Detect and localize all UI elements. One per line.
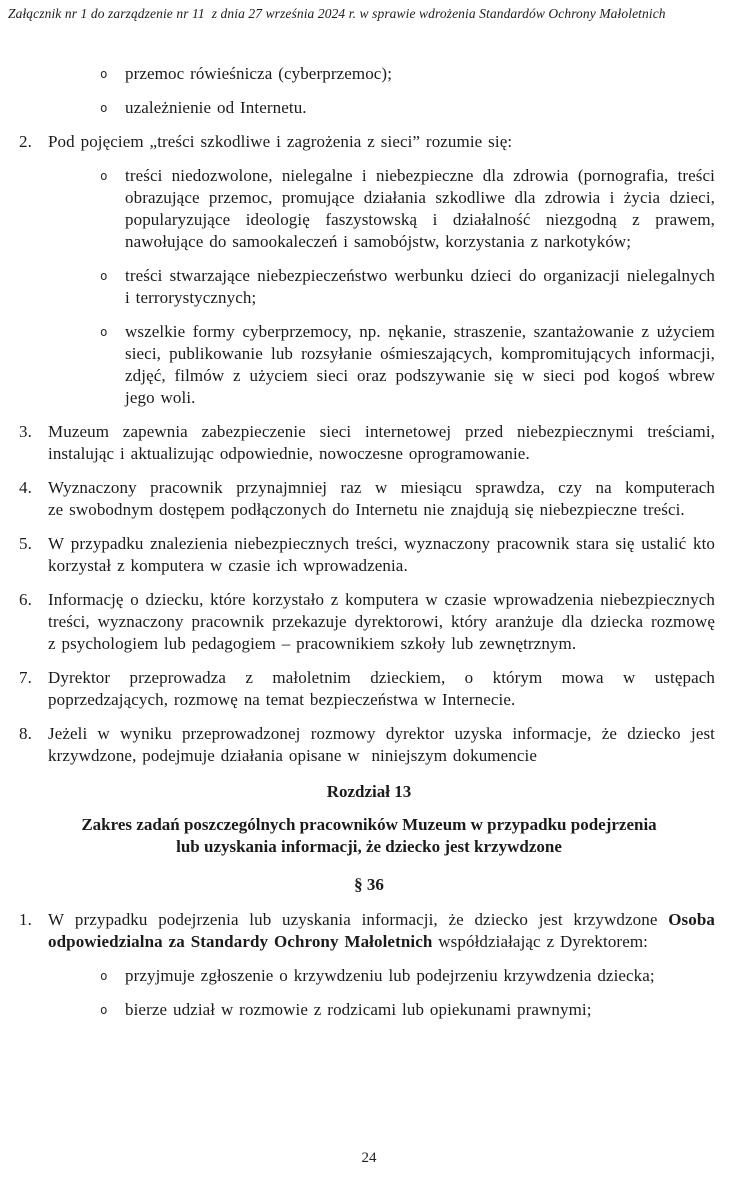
document-body xyxy=(0,63,738,1033)
list-item-2 xyxy=(0,131,738,153)
list-number: 1. xyxy=(19,910,32,929)
bullet-text: uzależnienie od Internetu. xyxy=(125,98,307,117)
bullet-marker: o xyxy=(100,968,108,983)
text-segment: W przypadku podejrzenia lub uzyskania informacji, że dziecko jest krzywdzone xyxy=(48,910,669,929)
list-item-text: Wyznaczony pracownik przynajmniej raz w miesiącu sprawdza, czy na komputerach ze swobodnym dostępem podłączonych do Internetu nie znajdują się niebezpieczne treści. xyxy=(48,478,715,519)
list-number: 2. xyxy=(19,132,32,151)
list-item-text: W przypadku znalezienia niebezpiecznych treści, wyznaczony pracownik stara się ustalić kto korzystał z komputera w czasie ich wprowadzenia. xyxy=(48,534,715,575)
list-number: 7. xyxy=(19,668,32,687)
bullet-item xyxy=(0,999,738,1021)
list-item-5 xyxy=(0,533,738,577)
list-item-text: Dyrektor przeprowadza z małoletnim dzieckiem, o którym mowa w ustępach poprzedzających, rozmowę na temat bezpieczeństwa w Internecie. xyxy=(48,668,715,709)
list-item-3 xyxy=(0,421,738,465)
list-item-text: Pod pojęciem „treści szkodliwe i zagrożenia z sieci” rozumie się: xyxy=(48,132,513,151)
bullet-text: bierze udział w rozmowie z rodzicami lub opiekunami prawnymi; xyxy=(125,1000,592,1019)
bullet-marker: o xyxy=(100,168,108,183)
list-item-6 xyxy=(0,589,738,655)
bullet-text: przyjmuje zgłoszenie o krzywdzeniu lub podejrzeniu krzywdzenia dziecka; xyxy=(125,966,655,985)
document-header-note: Załącznik nr 1 do zarządzenie nr 11 z dnia 27 września 2024 r. w sprawie wdrożenia Standardów Ochrony Małoletnich xyxy=(8,6,666,21)
bullet-item xyxy=(0,965,738,987)
bullet-marker: o xyxy=(100,268,108,283)
chapter-heading: Rozdział 13 xyxy=(326,782,412,801)
text-segment: współdziałając z Dyrektorem: xyxy=(432,932,648,951)
bullet-text: treści niedozwolone, nielegalne i niebezpieczne dla zdrowia (pornografia, treści obrazujące przemoc, promujące działania szkodliwe dla zdrowia i życia dzieci, popularyzujące ideologię faszystowską i działalność niezgodną z prawem, nawołujące do samookaleczeń i samobójstw, korzystania z narkotyków; xyxy=(125,166,715,251)
bullet-marker: o xyxy=(100,1002,108,1017)
bullet-marker: o xyxy=(100,324,108,339)
bullet-item xyxy=(0,265,738,309)
list-number: 3. xyxy=(19,422,32,441)
bullet-item xyxy=(0,97,738,119)
list-item-4 xyxy=(0,477,738,521)
bullet-item xyxy=(0,63,738,85)
page-number: 24 xyxy=(361,1150,377,1166)
bullet-text: przemoc rówieśnicza (cyberprzemoc); xyxy=(125,64,393,83)
bullet-item xyxy=(0,165,738,253)
list-item-8 xyxy=(0,723,738,767)
list-item-text: Muzeum zapewnia zabezpieczenie sieci internetowej przed niebezpiecznymi treściami, instalując i aktualizując odpowiednie, nowoczesne oprogramowanie. xyxy=(48,422,715,463)
list-item-1-section36 xyxy=(0,909,738,953)
bullet-item xyxy=(0,321,738,409)
list-number: 5. xyxy=(19,534,32,553)
bullet-text: wszelkie formy cyberprzemocy, np. nękanie, straszenie, szantażowanie z użyciem sieci, publikowanie lub rozsyłanie ośmieszających, kompromitujących informacji, zdjęć, filmów z użyciem sieci oraz podszywanie się w sieci pod kogoś wbrew jego woli. xyxy=(125,322,715,407)
list-item-7 xyxy=(0,667,738,711)
list-item-text: Informację o dziecku, które korzystało z komputera w czasie wprowadzenia niebezpiecznych treści, wyznaczony pracownik przekazuje dyrektorowi, który aranżuje dla dziecka rozmowę z psychologiem lub pedagogiem – pracownikiem szkoły lub zewnętrznym. xyxy=(48,590,715,653)
chapter-title: Zakres zadań poszczególnych pracowników Muzeum w przypadku podejrzenia lub uzyskania informacji, że dziecko jest krzywdzone xyxy=(81,815,657,856)
list-number: 4. xyxy=(19,478,32,497)
list-item-text xyxy=(48,909,715,953)
list-number: 8. xyxy=(19,724,32,743)
bullet-marker: o xyxy=(100,66,108,81)
bullet-text: treści stwarzające niebezpieczeństwo werbunku dzieci do organizacji nielegalnych i terrorystycznych; xyxy=(125,266,715,307)
list-item-text: Jeżeli w wyniku przeprowadzonej rozmowy dyrektor uzyska informacje, że dziecko jest krzywdzone, podejmuje działania opisane w niniejszym dokumencie xyxy=(48,724,715,765)
bullet-marker: o xyxy=(100,100,108,115)
list-number: 6. xyxy=(19,590,32,609)
section-symbol: § 36 xyxy=(354,875,384,894)
bold-role-name: Osoba odpowiedzialna za Standardy Ochrony Małoletnich xyxy=(48,910,715,951)
